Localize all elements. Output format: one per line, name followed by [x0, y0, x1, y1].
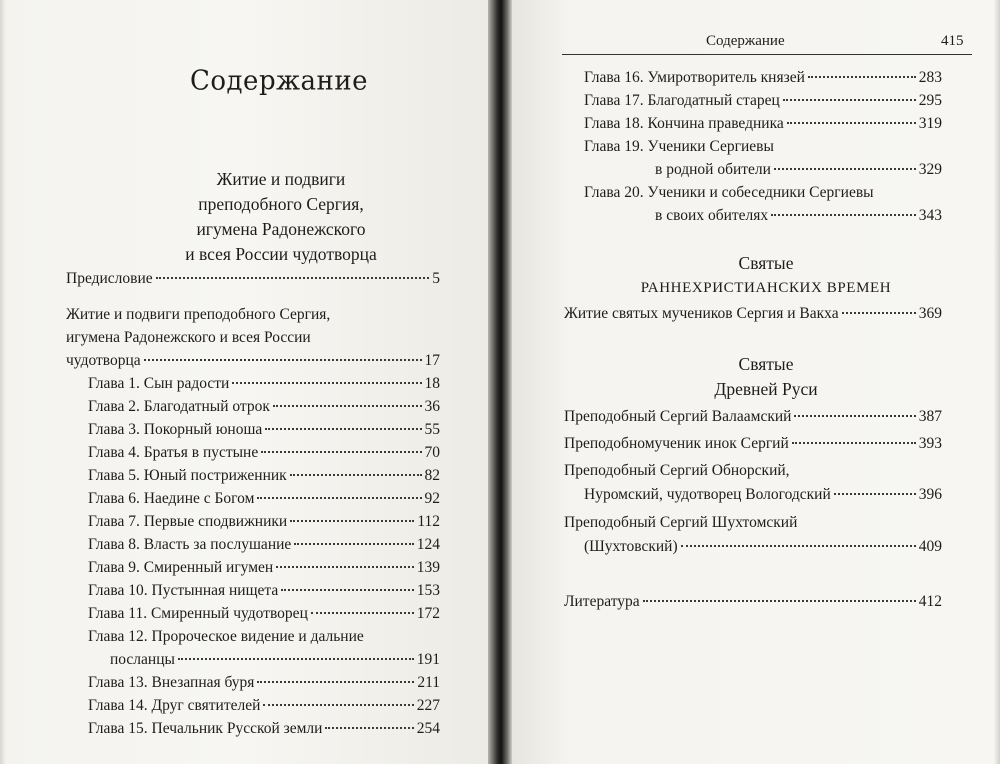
leader-dots — [643, 600, 916, 602]
leader-dots — [261, 451, 421, 453]
leader-dots — [156, 277, 430, 279]
toc-entry-page: 329 — [918, 161, 942, 178]
leader-dots — [265, 428, 421, 430]
toc-entry-page: 18 — [424, 375, 440, 392]
toc-chapter[interactable] — [584, 115, 942, 133]
toc-entry-title: Глава 6. Наедине с Богом — [88, 490, 255, 507]
toc-entry-page: 412 — [918, 593, 942, 610]
leader-dots — [144, 359, 422, 361]
leader-dots — [787, 122, 916, 124]
toc-entry-preface[interactable] — [66, 270, 440, 288]
toc-entry-title: Глава 4. Братья в пустыне — [88, 444, 259, 461]
leader-dots — [290, 520, 414, 522]
toc-entry-title: Глава 14. Друг святителей — [88, 697, 261, 714]
leader-dots — [325, 727, 413, 729]
toc-chapter[interactable] — [88, 582, 440, 600]
toc-entry-page: 369 — [918, 305, 942, 322]
toc-entry-page: 36 — [424, 398, 440, 415]
toc-entry-life-line: Житие и подвиги преподобного Сергия, — [66, 306, 331, 323]
section-heading-line: РАННЕХРИСТИАНСКИХ ВРЕМЕН — [640, 280, 892, 296]
toc-entry-title: Глава 9. Смиренный игумен — [88, 559, 274, 576]
toc-chapter[interactable] — [88, 697, 440, 715]
leader-dots — [273, 405, 422, 407]
toc-chapter-19-line: Глава 19. Ученики Сергиевы — [584, 138, 774, 155]
toc-chapter[interactable] — [88, 444, 440, 462]
left-page-edge — [0, 0, 6, 764]
toc-entry-page: 172 — [416, 605, 440, 622]
page-title: Содержание — [190, 65, 369, 97]
toc-entry-title: Глава 5. Юный постриженник — [88, 467, 287, 484]
leader-dots — [774, 168, 916, 170]
toc-entry-life[interactable] — [66, 352, 440, 370]
leader-dots — [842, 312, 916, 314]
toc-entry-title: Нуромский, чудотворец Вологодский — [584, 486, 831, 503]
toc-entry-page: 124 — [416, 536, 440, 553]
page-number: 415 — [941, 33, 964, 49]
toc-entry-page: 393 — [918, 435, 942, 452]
toc-entry-page: 387 — [918, 408, 942, 425]
leader-dots — [232, 382, 421, 384]
toc-entry-title: в своих обителях — [655, 207, 769, 224]
toc-entry-page: 112 — [417, 513, 440, 530]
toc-entry-title: Преподобномученик инок Сергий — [564, 435, 789, 452]
section-heading-line: преподобного Сергия, — [198, 194, 364, 214]
toc-chapter-12-line: Глава 12. Пророческое видение и дальние — [88, 628, 364, 645]
toc-entry-page: 283 — [918, 69, 942, 86]
toc-entry-page: 409 — [918, 538, 942, 555]
toc-entry-title: Предисловие — [66, 270, 153, 287]
leader-dots — [294, 543, 413, 545]
section-heading-line: Житие и подвиги — [216, 169, 346, 189]
section-heading-line: и всея России чудотворца — [185, 244, 377, 264]
toc-chapter[interactable] — [88, 513, 440, 531]
section-heading-line: Святые — [738, 253, 794, 273]
toc-entry-shukhtomsky-line: Преподобный Сергий Шухтомский — [564, 514, 798, 531]
toc-entry-title: Глава 8. Власть за послушание — [88, 536, 292, 553]
toc-entry-shukhtomsky[interactable] — [584, 538, 942, 556]
toc-entry-page: 254 — [416, 720, 440, 737]
toc-chapter[interactable] — [584, 69, 942, 87]
toc-entry-page: 319 — [918, 115, 942, 132]
leader-dots — [771, 214, 916, 216]
toc-entry-title: Глава 17. Благодатный старец — [584, 92, 780, 109]
leader-dots — [783, 99, 916, 101]
toc-chapter[interactable] — [88, 536, 440, 554]
toc-chapter[interactable] — [88, 467, 440, 485]
toc-chapter-12[interactable] — [110, 651, 440, 669]
toc-entry-title: Глава 1. Сын радости — [88, 375, 230, 392]
toc-chapter[interactable] — [88, 375, 440, 393]
toc-entry-page: 70 — [424, 444, 440, 461]
toc-chapter[interactable] — [88, 490, 440, 508]
leader-dots — [257, 681, 414, 683]
leader-dots — [808, 76, 916, 78]
toc-entry-title: Глава 15. Печальник Русской земли — [88, 720, 323, 737]
toc-entry-page: 92 — [424, 490, 440, 507]
toc-entry-page: 343 — [918, 207, 942, 224]
toc-chapter[interactable] — [88, 674, 440, 692]
toc-entry-title: Литература — [564, 593, 640, 610]
header-rule — [562, 54, 972, 55]
leader-dots — [792, 442, 916, 444]
section-heading-line: Древней Руси — [714, 379, 818, 399]
toc-chapter[interactable] — [88, 421, 440, 439]
section-heading-line: Святые — [738, 354, 794, 374]
toc-entry-title: Житие святых мучеников Сергия и Вакха — [564, 305, 839, 322]
toc-entry-title: Глава 11. Смиренный чудотворец — [88, 605, 308, 622]
toc-entry-page: 5 — [432, 270, 440, 287]
section-heading-ancient-rus — [616, 352, 916, 402]
toc-entry-title: чудотворца — [66, 352, 141, 369]
leader-dots — [281, 589, 413, 591]
toc-chapter-20[interactable] — [655, 207, 942, 225]
toc-entry-saint[interactable] — [564, 408, 942, 426]
toc-entry-page: 153 — [416, 582, 440, 599]
toc-entry-title: Преподобный Сергий Валаамский — [564, 408, 792, 425]
toc-entry-page: 227 — [416, 697, 440, 714]
toc-chapter[interactable] — [88, 720, 440, 738]
toc-entry-page: 396 — [918, 486, 942, 503]
section-heading-line: игумена Радонежского — [196, 219, 366, 239]
leader-dots — [178, 658, 414, 660]
toc-entry-page: 82 — [424, 467, 440, 484]
running-head: Содержание — [706, 33, 785, 49]
toc-chapter[interactable] — [88, 398, 440, 416]
toc-entry-saint[interactable] — [564, 435, 942, 453]
toc-entry-title: Глава 13. Внезапная буря — [88, 674, 255, 691]
leader-dots — [681, 545, 916, 547]
toc-entry-obnorsky[interactable] — [584, 486, 942, 504]
toc-entry-life-line: игумена Радонежского и всея России — [66, 329, 311, 346]
toc-chapter-19[interactable] — [655, 161, 942, 179]
toc-entry-title: Глава 7. Первые сподвижники — [88, 513, 288, 530]
toc-entry-title: Глава 2. Благодатный отрок — [88, 398, 270, 415]
toc-entry-title: Глава 10. Пустынная нищета — [88, 582, 279, 599]
toc-entry-obnorsky-line: Преподобный Сергий Обнорский, — [564, 462, 790, 479]
leader-dots — [311, 612, 414, 614]
toc-entry-page: 191 — [416, 651, 440, 668]
toc-chapter[interactable] — [88, 559, 440, 577]
toc-entry-page: 211 — [417, 674, 440, 691]
toc-chapter[interactable] — [88, 605, 440, 623]
toc-entry-title: Глава 3. Покорный юноша — [88, 421, 263, 438]
toc-entry-page: 139 — [416, 559, 440, 576]
toc-entry-title: Глава 16. Умиротворитель князей — [584, 69, 805, 86]
leader-dots — [263, 704, 413, 706]
toc-chapter-20-line: Глава 20. Ученики и собеседники Сергиевы — [584, 184, 874, 201]
section-heading-sergius — [168, 167, 394, 267]
right-page-edge — [994, 0, 1000, 764]
leader-dots — [276, 566, 414, 568]
leader-dots — [290, 474, 422, 476]
toc-entry-title: в родной обители — [655, 161, 771, 178]
toc-chapter[interactable] — [584, 92, 942, 110]
toc-entry-page: 17 — [424, 352, 440, 369]
book-gutter — [488, 0, 512, 764]
toc-entry-literature[interactable] — [564, 593, 942, 611]
leader-dots — [257, 497, 421, 499]
toc-entry-page: 295 — [918, 92, 942, 109]
toc-entry-page: 55 — [424, 421, 440, 438]
toc-entry-title: посланцы — [110, 651, 175, 668]
toc-entry-title: (Шухтовский) — [584, 538, 678, 555]
toc-entry-title: Глава 18. Кончина праведника — [584, 115, 784, 132]
section-heading-early-christian — [616, 251, 916, 301]
leader-dots — [794, 415, 915, 417]
toc-entry-martyrs[interactable] — [564, 305, 942, 323]
leader-dots — [834, 493, 916, 495]
